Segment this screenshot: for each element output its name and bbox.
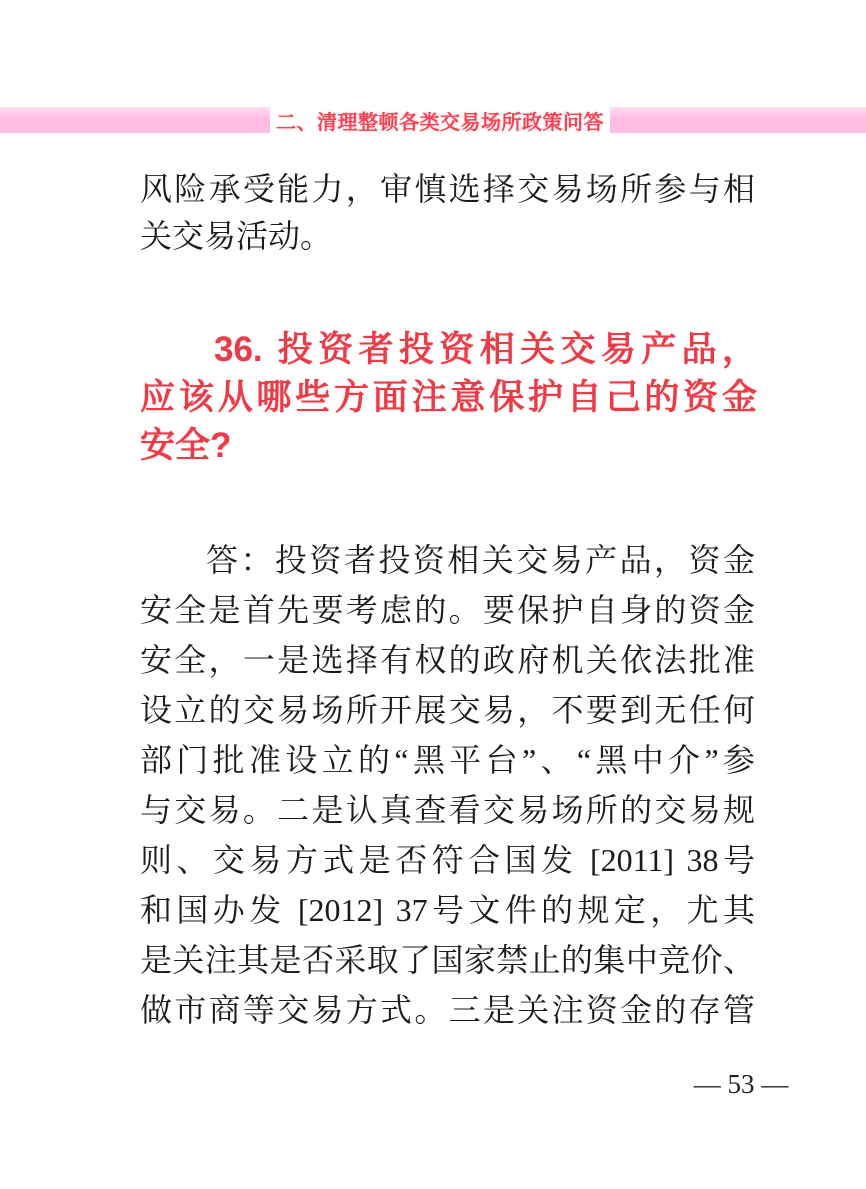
heading-line: 应该从哪些方面注意保护自己的资金: [140, 378, 757, 417]
answer-paragraph: [140, 535, 755, 1035]
heading-line: 安全?: [140, 426, 232, 465]
chapter-title: 二、清理整顿各类交易场所政策问答: [276, 111, 604, 134]
chapter-header: [0, 107, 866, 133]
header-right-bar-decoration: [610, 107, 866, 133]
text-line: 安全，一是选择有权的政府机关依法批准: [140, 642, 755, 678]
header-left-bar-decoration: [0, 107, 270, 133]
text-line: 关交易活动。: [140, 218, 333, 254]
text-line: 则、交易方式是否符合国发 [2011] 38号: [140, 842, 755, 878]
text-line: 是关注其是否采取了国家禁止的集中竞价、: [140, 942, 755, 978]
text-line: 做市商等交易方式。三是关注资金的存管: [140, 992, 755, 1028]
text-line: 安全是首先要考虑的。要保护自身的资金: [140, 592, 755, 628]
text-line: 部门批准设立的“黑平台”、“黑中介”参: [140, 742, 755, 778]
question-heading: [140, 326, 757, 470]
heading-line: 36. 投资者投资相关交易产品，: [214, 330, 757, 369]
page-number: — 53 —: [693, 1069, 789, 1099]
text-line: 风险承受能力，审慎选择交易场所参与相: [140, 171, 755, 207]
text-line: 和国办发 [2012] 37号文件的规定，尤其: [140, 892, 755, 928]
text-line: 答：投资者投资相关交易产品，资金: [206, 542, 755, 578]
paragraph-intro: [140, 166, 755, 260]
text-line: 设立的交易场所开展交易，不要到无任何: [140, 692, 755, 728]
text-line: 与交易。二是认真查看交易场所的交易规: [140, 792, 755, 828]
